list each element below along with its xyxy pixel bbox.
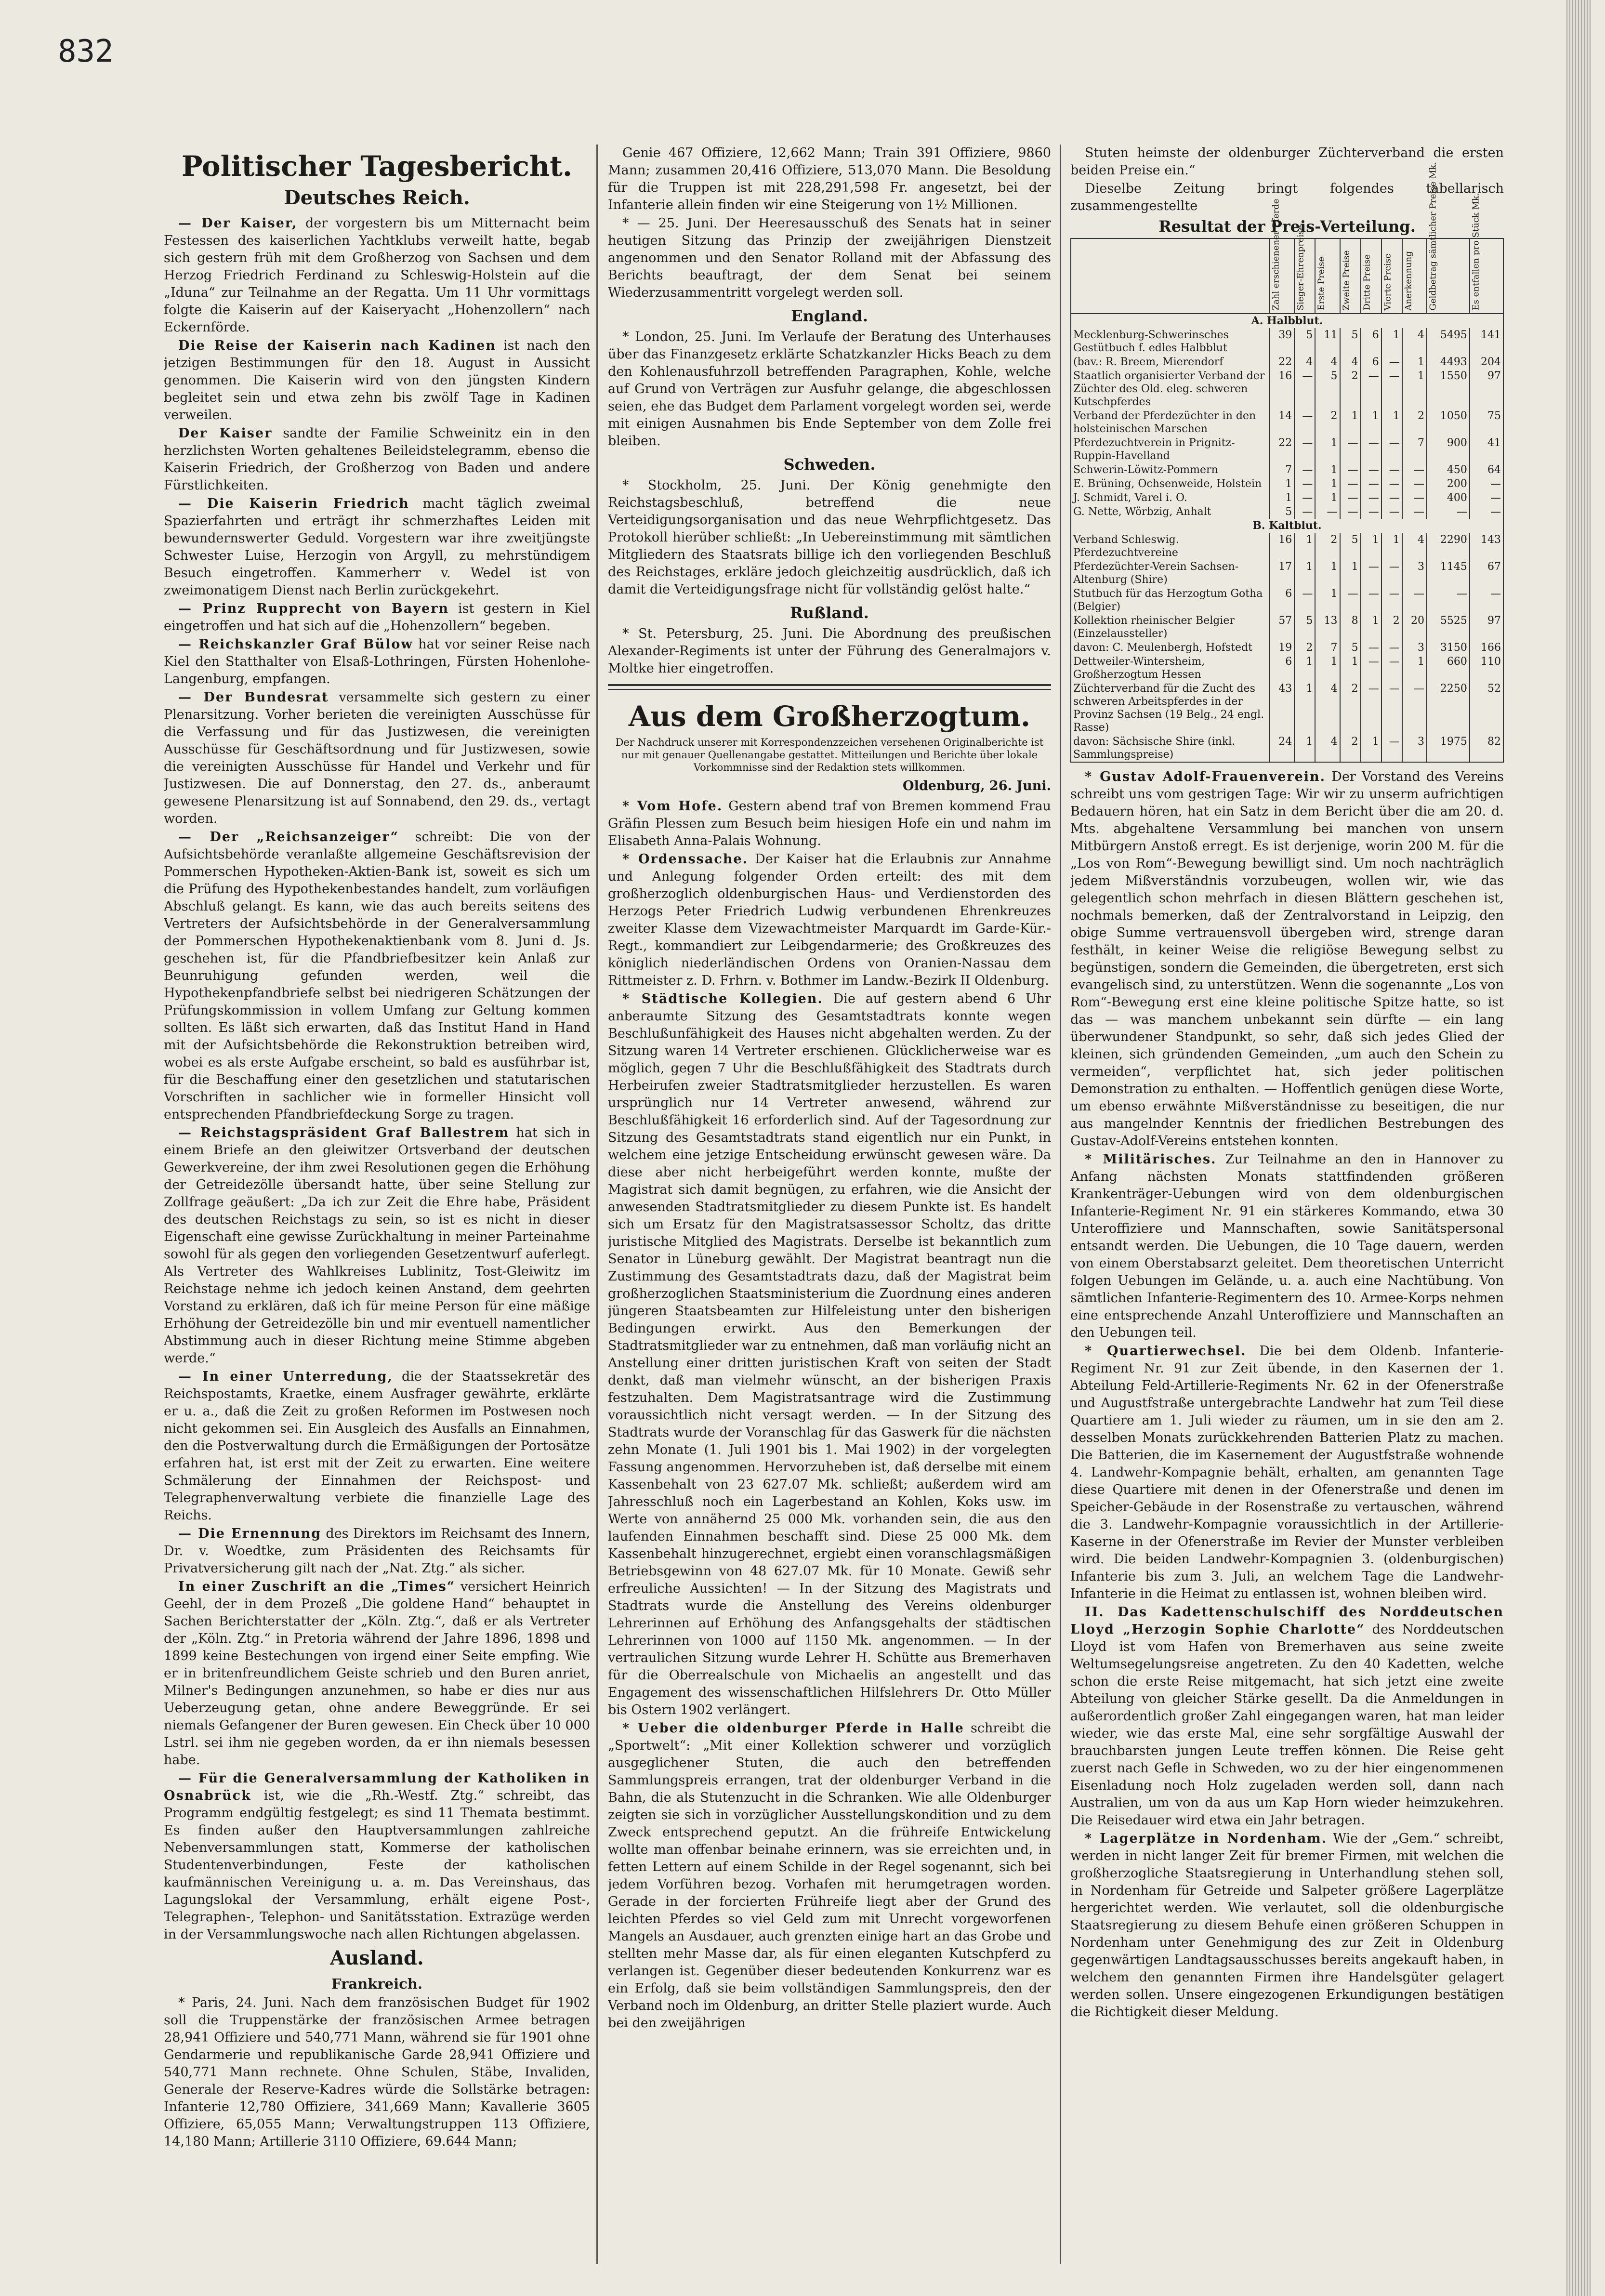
table-cell: 3 (1402, 560, 1427, 587)
table-cell: — (1402, 587, 1427, 614)
table-header-cell: Zahl erschienener Pferde (1270, 238, 1294, 314)
table-cell-name: Staatlich organisierter Verband der Züchter des Old. eleg. schweren Kutschpferdes (1071, 369, 1270, 409)
table-cell: 900 (1427, 436, 1470, 463)
table-cell: 1 (1340, 560, 1361, 587)
table-cell: 660 (1427, 655, 1470, 682)
table-cell: — (1361, 655, 1381, 682)
table-cell: — (1361, 369, 1381, 409)
article-paragraph (1070, 1151, 1504, 1342)
table-cell: 400 (1427, 491, 1470, 505)
table-cell-name: E. Brüning, Ochsenweide, Holstein (1071, 477, 1270, 491)
article-lead: — Reichstagspräsident Graf Ballestrem (178, 1125, 510, 1140)
table-cell: 1 (1315, 491, 1340, 505)
table-cell-name: Verband Schleswig. Pferdezuchtvereine (1071, 533, 1270, 560)
table-cell: 43 (1270, 682, 1294, 735)
table-row (1071, 409, 1503, 436)
article-lead: * Ordenssache. (622, 852, 749, 867)
table-cell: — (1381, 505, 1402, 519)
england-title: England. (791, 307, 868, 325)
table-cell: — (1340, 587, 1361, 614)
table-cell: 1 (1381, 533, 1402, 560)
article-text: des Norddeutschen Lloyd ist vom Hafen von Bremerhaven aus seine zweite Weltumsegelungsreise angetreten. Zu den 40 Kadetten, welche schon die erste Reise mitgemacht, hat sich jetzt eine zweite Abteilung von gleicher Stärke gesellt. Da die Anmeldungen in außerordentlich großer Zahl eingegangen waren, hat man leider wieder, wie das erste Mal, eine sehr sorgfältige Auswahl der brauchbarsten jungen Leute treffen können. Die Reise geht zuerst nach Gefle in Schweden, wo zu der hier eingenommenen Eisenladung noch Holz zugeladen werden soll, dann nach Australien, um von da aus um Kap Horn wieder heimzukehren. Die Reisedauer wird etwa ein Jahr betragen. (1070, 1622, 1504, 1828)
col1-articles (164, 215, 590, 1943)
article-paragraph (1070, 1343, 1504, 1603)
table-cell: 110 (1470, 655, 1503, 682)
article-paragraph (608, 798, 1051, 850)
table-cell: 4 (1340, 355, 1361, 369)
table-cell: — (1340, 436, 1361, 463)
table-row (1071, 735, 1503, 762)
table-cell: — (1470, 505, 1503, 519)
table-cell: 20 (1402, 614, 1427, 641)
table-cell: 4493 (1427, 355, 1470, 369)
table-cell: — (1381, 355, 1402, 369)
article-paragraph (164, 1770, 590, 1943)
article-lead: — Reichskanzler Graf Bülow (178, 637, 413, 652)
article-paragraph (164, 1578, 590, 1769)
table-cell: — (1340, 505, 1361, 519)
france-article-2: * — 25. Juni. Der Heeresausschuß des Senats hat in seiner heutigen Sitzung das Prinzip der zweijährigen Dienstzeit angenommen und den Senator Rolland mit der Abfassung des Berichts beauftragt, der dem Senat bei seinem Wiederzusammentritt vorgelegt werden soll. (608, 216, 1051, 300)
column-rule-1 (596, 145, 598, 2264)
table-cell: — (1294, 463, 1315, 477)
table-cell: — (1340, 491, 1361, 505)
table-cell: 4 (1315, 735, 1340, 762)
table-cell: 2 (1340, 735, 1361, 762)
table-cell: — (1361, 560, 1381, 587)
table-cell: 1 (1294, 682, 1315, 735)
article-paragraph (164, 495, 590, 599)
table-intro: Dieselbe Zeitung bringt folgendes tabellarisch zusammengestellte (1070, 181, 1504, 213)
article-lead: — Der Bundesrat (178, 690, 329, 705)
article-lead: — Prinz Rupprecht von Bayern (178, 601, 449, 616)
table-header-cell: Erste Preise (1315, 238, 1340, 314)
table-cell: 1 (1402, 369, 1427, 409)
table-cell: 2 (1402, 409, 1427, 436)
table-cell: — (1381, 682, 1402, 735)
table-cell: 2 (1294, 641, 1315, 655)
table-cell: — (1381, 477, 1402, 491)
article-lead: II. Das Kadettenschulschiff des Norddeutschen Lloyd „Herzogin Sophie Charlotte“ (1070, 1605, 1504, 1637)
table-cell: 6 (1270, 587, 1294, 614)
article-text: versichert Heinrich Geehl, der in dem Prozeß „Die goldene Hand“ behauptet in Sachen Berichterstatter der „Köln. Ztg.“, daß er als Vertreter der „Köln. Ztg.“ in Pretoria während der Jahre 1896, 1898 und 1899 keine Bestechungen von irgend einer Seite empfing. Wie er in britenfreundlichem Geiste schrieb und den Buren anriet, Milner's Bedingungen anzunehmen, so habe er dies nur aus Ueberzeugung getan, ohne andere Beweggründe. Er sei niemals Gefangener der Buren gewesen. Ein Check über 10 000 Lstrl. sei ihm nie gegeben worden, da er ihn niemals besessen habe. (164, 1579, 590, 1768)
article-lead: — Die Kaiserin Friedrich (178, 496, 409, 511)
article-paragraph (164, 689, 590, 828)
table-cell: 39 (1270, 328, 1294, 355)
table-cell: 166 (1470, 641, 1503, 655)
article-lead: * Gustav Adolf-Frauenverein. (1085, 769, 1326, 784)
table-cell: — (1315, 505, 1340, 519)
page-number: 832 (58, 34, 114, 69)
article-text: Die auf gestern abend 6 Uhr anberaumte Sitzung des Gesamtstadtrats konnte wegen Beschlußunfähigkeit des Hauses nicht abgehalten werden. Zu der Sitzung waren 14 Vertreter erschienen. Glücklicherweise war es möglich, gegen 7 Uhr die Beschlußfähigkeit des Stadtrats durch Herbeirufen zweier Stadtratsmitglieder herzustellen. Es waren ursprünglich nur 14 Vertreter anwesend, während zur Beschlußfähigkeit 16 erforderlich sind. Auf der Tagesordnung zur Sitzung des Gesamtstadtrats stand eigentlich nur ein Punkt, in welchem eine jetzige Entscheidung erwünscht gewesen wäre. Da diese aber nicht herbeigeführt werden konnte, mußte der Magistrat sich damit begnügen, zu erfahren, wie die Ansicht der anwesenden Stadtratsmitglieder zu diesem Punkte ist. Es handelt sich um Ersatz für den Magistratsassessor Scholtz, das dritte juristische Mitglied des Magistrats. Derselbe ist bekanntlich zum Senator in Lüneburg gewählt. Der Magistrat beantragt nun die Zustimmung des Gesamtstadtrats dazu, daß der Magistrat beim großherzoglichen Staatsministerium die Zuordnung eines anderen jüngeren Staatsbeamten zur Hilfeleistung unter den bisherigen Bedingungen erwirkt. Aus den Bemerkungen der Stadtratsmitglieder war zu entnehmen, daß man vorläufig nicht an Anstellung einer dritten juristischen Kraft von seiten der Stadt denkt, daß man vielmehr wünscht, an der bisherigen Praxis festzuhalten. Dem Magistratsantrage wird die Zustimmung voraussichtlich nicht versagt werden. — In der Sitzung des Stadtrats wurde der Voranschlag für das Gaswerk für die nächsten zehn Monate (1. Juli 1901 bis 1. Mai 1902) in der vorgelegten Fassung angenommen. Hervorzuheben ist, daß derselbe mit einem Kassenbehalt von 23 627.07 Mk. schließt; außerdem wird am Jahresschluß noch ein Lagerbestand an Kohlen, Koks usw. im Werte von annähernd 25 000 Mk. vorhanden sein, die aus den laufenden Einnahmen beschafft sind. Diese 25 000 Mk. dem Kassenbehalt hinzugerechnet, ergiebt einen voranschlagsmäßigen Betriebsgewinn von 48 627.07 Mk. für 10 Monate. Gewiß sehr erfreuliche Aussichten! — In der Sitzung des Magistrats und Stadtrats wurde die Anstellung des Vereins oldenburger Lehrerinnen auf Erhöhung des Anfangsgehalts der städtischen Lehrerinnen von 1000 auf 1150 Mk. angenommen. — In der vertraulichen Sitzung wurde Lehrer H. Schütte aus Bremerhaven für die Oberrealschule von Michaelis an angestellt und das Engagement des wissenschaftlichen Hilfslehrers Dr. Otto Müller bis Ostern 1902 verlängert. (608, 991, 1051, 1717)
table-cell-name: davon: Sächsische Shire (inkl. Sammlungspreise) (1071, 735, 1270, 762)
table-cell: 1 (1294, 735, 1315, 762)
table-row (1071, 505, 1503, 519)
france-article: * Paris, 24. Juni. Nach dem französischen Budget für 1902 soll die Truppenstärke der französischen Armee betragen 28,941 Offiziere und 540,771 Mann, während sie für 1901 ohne Gendarmerie und republikanische Garde 28,941 Offiziere und 540,771 Mann rechnete. Ohne Schulen, Stäbe, Invaliden, Generale der Reserve-Kadres würde die Sollstärke betragen: Infanterie 12,780 Offiziere, 341,669 Mann; Kavallerie 3605 Offiziere, 65,055 Mann; Verwaltungstruppen 113 Offiziere, 14,180 Mann; Artillerie 3110 Offiziere, 69.644 Mann; (164, 1995, 590, 2149)
table-row (1071, 533, 1503, 560)
article-text: Der Vorstand des Vereins schreibt uns vom gestrigen Tage: Wir wir zu unserm aufrichtigen Bedauern hören, hat ein Satz in dem Bericht über die am 20. d. Mts. abgehaltene Versammlung bei manchen von unsern Mitbürgern Anstoß erregt. Es ist derjenige, worin 200 M. für die „Los von Rom“-Bewegung bewilligt sind. Um noch nachträglich jedem Mißverständnis vorzubeugen, wollen wir, wie das gelegentlich schon mehrfach in diesen Blättern geschehen ist, nochmals bemerken, daß der Zentralvorstand in Leipzig, den obige Summe vertrauensvoll übergeben wird, strenge daran festhält, in keiner Weise die religiöse Bewegung selbst zu begünstigen, sondern die Gemeinden, die übergetreten, erst sich evangelisch sind, zu unterstützen. Wenn die sogenannte „Los von Rom“-Bewegung erst eine kleine politische Spitze hatte, so ist das — was manchem unbekannt sein dürfte — ein lang überwundener Standpunkt, so sehr, daß sich jedes Glied der kleinen, sich gründenden Gemeinden, „um auch den Schein zu vermeiden“, verpflichtet hat, sich jeder politischen Demonstration zu enthalten. — Hoffentlich genügen diese Worte, um ebenso erwähnte Mißverständnisse zu beseitigen, die nur aus mangelnder Kenntnis der friedlichen Bestrebungen des Gustav-Adolf-Vereins entstehen konnten. (1070, 769, 1504, 1148)
table-cell: — (1361, 463, 1381, 477)
table-cell: 7 (1402, 436, 1427, 463)
table-cell: 82 (1470, 735, 1503, 762)
table-cell: 1 (1315, 587, 1340, 614)
table-cell: 204 (1470, 355, 1503, 369)
article-lead: * Städtische Kollegien. (622, 991, 823, 1006)
table-cell: 17 (1270, 560, 1294, 587)
article-lead: Der Kaiser (178, 426, 273, 441)
table-cell: 5525 (1427, 614, 1470, 641)
article-text: macht täglich zweimal Spazierfahrten und erträgt ihr schmerzhaftes Leiden mit bewundernswerter Geduld. Vorgestern war ihre zweitjüngste Schwester Luise, Herzogin von Argyll, zu mehrstündigem Besuch eingetroffen. Kammerherr v. Wedel ist von zweimonatigem Dienst nach Berlin zurückgekehrt. (164, 496, 590, 598)
table-cell-name: Verband der Pferdezüchter in den holsteinischen Marschen (1071, 409, 1270, 436)
table-cell: — (1402, 682, 1427, 735)
table-cell: 141 (1470, 328, 1503, 355)
article-paragraph (164, 337, 590, 424)
table-cell: 5 (1294, 328, 1315, 355)
table-cell: — (1294, 369, 1315, 409)
table-cell-name: (bav.: R. Breem, Mierendorf (1071, 355, 1270, 369)
table-cell: 16 (1270, 533, 1294, 560)
table-cell: 1 (1270, 477, 1294, 491)
section-title: Politischer Tagesbericht. (181, 150, 573, 183)
table-row (1071, 641, 1503, 655)
article-text: ist gestern in Kiel eingetroffen und hat sich auf die „Hohenzollern“ begeben. (164, 601, 590, 633)
table-cell: — (1294, 477, 1315, 491)
table-cell: 143 (1470, 533, 1503, 560)
table-group-label: A. Halbblut. (1071, 314, 1503, 328)
article-lead: * Quartierwechsel. (1085, 1344, 1247, 1359)
article-lead: * Ueber die oldenburger Pferde in Halle (622, 1721, 964, 1736)
table-header-cell: Anerkennung (1402, 238, 1427, 314)
table-cell: 1 (1315, 477, 1340, 491)
table-cell: 5 (1340, 641, 1361, 655)
table-cell: 1 (1381, 409, 1402, 436)
table-cell-name: Pferdezüchter-Verein Sachsen-Altenburg (Shire) (1071, 560, 1270, 587)
table-cell: 67 (1470, 560, 1503, 587)
table-cell: — (1402, 477, 1427, 491)
col3-articles (1070, 768, 1504, 2021)
table-cell: 22 (1270, 436, 1294, 463)
france-title: Frankreich. (331, 1976, 422, 1992)
table-cell: — (1402, 463, 1427, 477)
article-lead: * Vom Hofe. (622, 799, 723, 814)
table-cell: 1 (1361, 614, 1381, 641)
table-header-cell: Es entfallen pro Stück Mk. (1470, 238, 1503, 314)
england-article: * London, 25. Juni. Im Verlaufe der Beratung des Unterhauses über das Finanzgesetz erklärte Schatzkanzler Hicks Beach zu dem den Kohlenausfuhrzoll betreffenden Paragraphen, Kohle, welche auf Grund von Verträgen zur Ausfuhr gelange, die abgeschlossen seien, ehe das Budget dem Parlament vorgelegt worden sei, werde mit einigen Ausnahmen bis Ende September von dem Zolle frei bleiben. (608, 330, 1051, 449)
article-text: Wie der „Gem.“ schreibt, werden in nicht langer Zeit für bremer Firmen, mit welchen die großherzogliche Staatsregierung in Unterhandlung stehen soll, in Nordenham für Getreide und Salpeter größere Lagerplätze hergerichtet werden. Wie verlautet, soll die oldenburgische Staatsregierung zu diesem Behufe einen größeren Schuppen in Nordenham unter Genehmigung des zur Zeit in Oldenburg gegenwärtigen Landtagsausschusses bereits angekauft haben, in welchem den genannten Firmen ihre Handelsgüter gelagert werden sollen. Unsere eingezogenen Erkundigungen bestätigen die Richtigkeit dieser Meldung. (1070, 1831, 1504, 2019)
table-cell: 14 (1270, 409, 1294, 436)
article-text: versammelte sich gestern zu einer Plenarsitzung. Vorher berieten die vereinigten Ausschüsse für die Verfassung und für das Justizwesen, die vereinigten Ausschüsse für Geschäftsordnung und für Justizwesen, sowie die vereinigten Ausschüsse für Handel und Verkehr und für Justizwesen. Die auf Donnerstag, den 27. ds., anberaumt gewesene Plenarsitzung ist auf Sonnabend, den 29. ds., vertagt worden. (164, 690, 590, 826)
table-row (1071, 463, 1503, 477)
table-header-cell: Zweite Preise (1340, 238, 1361, 314)
article-text: schreibt: Die von der Aufsichtsbehörde veranlaßte allgemeine Geschäftsrevision der Pommerschen Hypotheken-Aktien-Bank ist, soweit es sich um die Prüfung des Hypothekenbestandes handelt, zum vorläufigen Abschluß gelangt. Es kann, wie das auch bereits seitens des Vertreters der Aufsichtsbehörde in der Generalversammlung der Pommerschen Hypothekenaktienbank vom 8. Juni d. Js. geschehen ist, für die Pfandbriefbesitzer kein Anlaß zur Beunruhigung gefunden werden, weil die Hypothekenpfandbriefe selbst bei niedrigeren Schätzungen der Prüfungskommission in vollem Umfang zur Geltung kommen sollten. Es läßt sich erwarten, daß das Institut Hand in Hand mit der Aufsichtsbehörde die Rekonstruktion betreiben wird, wobei es als erste Aufgabe erscheint, so bald es ausführbar ist, für die Beschaffung einer den gesetzlichen und statutarischen Vorschriften in sachlicher wie in formeller Hinsicht voll entsprechenden Pfandbriefdeckung Sorge zu tragen. (164, 830, 590, 1122)
table-cell: 2 (1315, 409, 1340, 436)
table-cell: 2 (1381, 614, 1402, 641)
table-header-name (1071, 238, 1270, 314)
table-cell: 3 (1402, 735, 1427, 762)
table-cell: 1 (1315, 436, 1340, 463)
table-cell: 1 (1402, 355, 1427, 369)
article-text: sandte der Familie Schweinitz ein in den herzlichsten Worten gehaltenes Beileidstelegramm, ebenso die Kaiserin Friedrich, der Großherzog von Baden und andere Fürstlichkeiten. (164, 426, 590, 493)
table-row (1071, 587, 1503, 614)
column-1 (164, 140, 590, 2269)
article-text: ist, wie die „Rh.-Westf. Ztg.“ schreibt, das Programm endgültig festgelegt; es sind 11 Themata bestimmt. Es finden außer den Hauptversammlungen zahlreiche Nebenversammlungen statt, Kommerse der katholischen Studentenverbindungen, Feste der katholischen kaufmännischen Vereinigung u. a. m. Das Vereinshaus, das Lagungslokal der Versammlung, erhält eigene Post-, Telegraphen-, Telephon- und Sanitätsstation. Extrazüge werden in der Versammlungswoche nach allen Richtungen abgelassen. (164, 1788, 590, 1942)
table-cell-name: Kollektion rheinischer Belgier (Einzelaussteller) (1071, 614, 1270, 641)
table-cell: — (1427, 505, 1470, 519)
table-cell-name: Pferdezuchtverein in Prignitz-Ruppin-Havelland (1071, 436, 1270, 463)
table-cell: 7 (1270, 463, 1294, 477)
russia-title: Rußland. (790, 604, 869, 622)
article-text: Die bei dem Oldenb. Infanterie-Regiment Nr. 91 zur Zeit übende, in den Kasernen der 1. Abteilung Feld-Artillerie-Regiments Nr. 62 in der Ofenerstraße und Augustfstraße untergebrachte Landwehr hat zum Teil diese Quartiere am 1. Juli wieder zu räumen, um in sie den am 2. desselben Monats zurückkehrenden Batterien Platz zu machen. Die Batterien, die im Kasernement der Augustfstraße wohnende 4. Landwehr-Kompagnie behält, erhalten, am genannten Tage diese Quartiere mit denen in der Ofenerstraße und denen im Speicher-Gebäude in der Rosenstraße zu vertauschen, während die 3. Landwehr-Kompagnie voraussichtlich in der Artillerie-Kaserne in der Ofenerstraße im Revier der Munster verbleiben wird. Die beiden Landwehr-Kompagnien 3. (oldenburgischen) Infanterie bis zum 3. Juli, an welchem Tage die Landwehr-Infanterie in die Heimat zu entlassen ist, wohnen bleiben wird. (1070, 1344, 1504, 1601)
article-text: Der Kaiser hat die Erlaubnis zur Annahme und Anlegung folgender Orden erteilt: des mit dem großherzoglich oldenburgischen Haus- und Verdienstorden des Herzogs Peter Friedrich Ludwig verbundenen Ehrenkreuzes zweiter Klasse dem Vizewachtmeister Marquardt im Garde-Kür.-Regt., kommandiert zur Leibgendarmerie; des Großkreuzes des königlich niederländischen Ordens von Oranien-Nassau dem Rittmeister z. D. Frhrn. v. Bothmer im Landw.-Bezirk II Oldenburg. (608, 852, 1051, 988)
table-cell: 200 (1427, 477, 1470, 491)
table-row (1071, 491, 1503, 505)
table-cell: — (1294, 505, 1315, 519)
russia-article: * St. Petersburg, 25. Juni. Die Abordnung des preußischen Alexander-Regiments ist unter der Führung des Generalmajors v. Moltke hier eingetroffen. (608, 626, 1051, 676)
article-text: schreibt die „Sportwelt“: „Mit einer Kollektion schwerer und vorzüglich ausgeglichener Stuten, die auch den betreffenden Sammlungspreis errangen, trat der oldenburger Verband in die Bahn, die als Stutenzucht in die Schranken. Wie alle Oldenburger zeigten sie sich in vorzüglicher Ausstellungskondition und zu dem Zweck entsprechend geputzt. An die frühreife Entwickelung wollte man offenbar beinahe erinnern, was sie erreichten und, in fetten Lettern auf einem Schilde in der Regel sogenannt, sich bei jedem Vorführen bezog. Vorhafen mit herumgetragen worden. Gerade in der forcierten Frühreife liegt aber der Grund des leichten Pferdes so viel Geld zum mit Unrecht vorgeworfenen Mangels an Ausdauer, auch grenzten einige hart an das Grobe und stellten mehr Masse dar, als für einen eleganten Kutschpferd zu verlangen ist. Gegenüber dieser bedeutenden Konkurrenz war es ein Erfolg, daß sie beim vollständigen Sammlungspreis, den der Verband noch im Oldenburg, an dritter Stelle plaziert wurde. Auch bei den zweijährigen (608, 1721, 1051, 2031)
article-paragraph (608, 1720, 1051, 2032)
article-text: hat sich in einem Briefe an den gleiwitzer Ortsverband der deutschen Gewerkvereine, der ihm zwei Resolutionen gegen die Erhöhung der Getreidezölle übersandt hatte, über seine Stellung zur Zollfrage geäußert: „Da ich zur Zeit die Ehre habe, Präsident des deutschen Reichstags zu sein, so ist es nicht in dieser Eigenschaft eine gewisse Zurückhaltung in meiner Parteinahme sowohl für als gegen den vorliegenden Gesetzentwurf auferlegt. Als Vertreter des Wahlkreises Lublinitz, Tost-Gleiwitz im Reichstage nehme ich jedoch keinen Anstand, dem geehrten Vorstand zu erklären, daß ich für meine Person für eine mäßige Erhöhung der Getreidezölle bin und mir eventuell namentlicher Abstimmung auch in dieser Richtung meine Stimme abgeben werde.“ (164, 1125, 590, 1366)
table-cell: — (1381, 641, 1402, 655)
article-text: des Direktors im Reichsamt des Innern, Dr. v. Woedtke, zum Präsidenten des Reichsamts für Privatversicherung gilt nach der „Nat. Ztg.“ als sicher. (164, 1526, 590, 1576)
foreign-title: Ausland. (330, 1947, 424, 1969)
table-cell: — (1381, 560, 1402, 587)
article-paragraph (164, 1525, 590, 1577)
table-cell: 2250 (1427, 682, 1470, 735)
table-cell-name: J. Schmidt, Varel i. O. (1071, 491, 1270, 505)
table-cell: 4 (1315, 355, 1340, 369)
table-header-cell: Vierte Preise (1381, 238, 1402, 314)
table-cell: 5 (1270, 505, 1294, 519)
table-cell: — (1470, 587, 1503, 614)
table-cell: — (1381, 369, 1402, 409)
table-cell: 1 (1361, 735, 1381, 762)
table-cell-name: Dettweiler-Wintersheim, Großherzogtum Hessen (1071, 655, 1270, 682)
table-header-row (1071, 238, 1503, 314)
table-cell: 22 (1270, 355, 1294, 369)
article-text: hat vor seiner Reise nach Kiel den Statthalter von Elsaß-Lothringen, Fürsten Hohenlohe-Langenburg, empfangen. (164, 637, 590, 686)
table-cell: 8 (1340, 614, 1361, 641)
table-cell: 1 (1294, 533, 1315, 560)
table-cell: 1 (1315, 463, 1340, 477)
table-cell: — (1340, 463, 1361, 477)
table-header-cell: Dritte Preise (1361, 238, 1381, 314)
table-cell: 4 (1294, 355, 1315, 369)
table-cell: 6 (1361, 355, 1381, 369)
grand-duchy-title: Aus dem Großherzogtum. (628, 700, 1031, 733)
article-text: der vorgestern bis um Mitternacht beim Festessen des kaiserlichen Yachtklubs verweilt hatte, begab sich gestern früh mit dem Großherzog von Sachsen und dem Herzog Friedrich Ferdinand zu Schleswig-Holstein auf die „Iduna“ zur Teilnahme an der Regatta. Um 11 Uhr vormittags folgte die Kaiserin auf der Kaiseryacht „Hohenzollern“ nach Eckernförde. (164, 216, 590, 335)
table-cell-name: Mecklenburg-Schwerinsches Gestütbuch f. edles Halbblut (1071, 328, 1270, 355)
table-cell: 5 (1340, 533, 1361, 560)
subsection-title: Deutsches Reich. (284, 186, 470, 209)
article-paragraph (164, 636, 590, 688)
article-paragraph (164, 829, 590, 1123)
article-lead: * Lagerplätze in Nordenham. (1085, 1831, 1328, 1846)
article-text: Zur Teilnahme an den in Hannover zu Anfang nächsten Monats stattfindenden größeren Krankenträger-Uebungen wird von dem oldenburgischen Infanterie-Regiment Nr. 91 ein stärkeres Kommando, etwa 30 Unteroffiziere und Mannschaften, sowie Sanitätspersonal entsandt werden. Die Uebungen, die 10 Tage dauern, werden von einem Oberstabsarzt geleitet. Dem theoretischen Unterricht folgen Uebungen im Gelände, u. a. auch eine Nachtübung. Von sämtlichen Infanterie-Regimentern des 10. Armee-Korps nehmen eine entsprechende Anzahl Unteroffiziere und Mannschaften an den Uebungen teil. (1070, 1152, 1504, 1340)
table-header-cell: Geldbetrag sämtlicher Preise Mk. (1427, 238, 1470, 314)
table-cell: 2 (1315, 533, 1340, 560)
table-cell: — (1361, 505, 1381, 519)
table-cell: — (1361, 641, 1381, 655)
table-cell: 1050 (1427, 409, 1470, 436)
table-row (1071, 328, 1503, 355)
table-cell: — (1381, 587, 1402, 614)
table-cell: 5 (1340, 328, 1361, 355)
table-cell: 5495 (1427, 328, 1470, 355)
article-paragraph (608, 990, 1051, 1719)
table-cell: 1 (1381, 328, 1402, 355)
table-cell: 1 (1340, 655, 1361, 682)
table-cell: — (1470, 477, 1503, 491)
table-cell: 3150 (1427, 641, 1470, 655)
dateline: Oldenburg, 26. Juni. (903, 779, 1051, 793)
table-cell: — (1402, 505, 1427, 519)
table-row (1071, 436, 1503, 463)
article-paragraph (1070, 1604, 1504, 1829)
table-cell: 1 (1294, 560, 1315, 587)
table-cell: — (1294, 409, 1315, 436)
page-edge-shadow (1566, 0, 1591, 2296)
table-cell: — (1361, 436, 1381, 463)
table-cell: 6 (1361, 328, 1381, 355)
table-cell: — (1381, 491, 1402, 505)
table-cell: 1145 (1427, 560, 1470, 587)
table-cell: — (1340, 477, 1361, 491)
article-lead: — In einer Unterredung, (178, 1369, 393, 1384)
article-lead: — Der „Reichsanzeiger“ (178, 830, 399, 845)
table-group-row (1071, 314, 1503, 328)
table-row (1071, 655, 1503, 682)
table-group-row (1071, 519, 1503, 533)
article-lead: — Die Ernennung (178, 1526, 322, 1541)
table-cell: 1 (1315, 560, 1340, 587)
table-cell: 6 (1270, 655, 1294, 682)
table-cell: 52 (1470, 682, 1503, 735)
table-cell: 41 (1470, 436, 1503, 463)
table-cell: 4 (1402, 533, 1427, 560)
article-paragraph (164, 425, 590, 494)
table-row (1071, 355, 1503, 369)
table-cell: 24 (1270, 735, 1294, 762)
sweden-title: Schweden. (783, 455, 876, 474)
table-row (1071, 614, 1503, 641)
table-cell: — (1381, 735, 1402, 762)
table-cell: 1 (1361, 533, 1381, 560)
table-cell: 1 (1340, 409, 1361, 436)
table-cell: — (1361, 491, 1381, 505)
table-row (1071, 477, 1503, 491)
column-2 (608, 145, 1051, 2274)
table-cell: 1 (1270, 491, 1294, 505)
table-cell-name: Schwerin-Löwitz-Pommern (1071, 463, 1270, 477)
article-paragraph (164, 1124, 590, 1367)
table-cell: 19 (1270, 641, 1294, 655)
table-cell: 1 (1315, 655, 1340, 682)
table-cell: — (1294, 491, 1315, 505)
article-paragraph (164, 215, 590, 336)
table-cell: — (1402, 491, 1427, 505)
article-paragraph (164, 600, 590, 635)
article-paragraph (1070, 1830, 1504, 2021)
table-cell: — (1361, 587, 1381, 614)
table-cell-name: davon: C. Meulenbergh, Hofstedt (1071, 641, 1270, 655)
table-cell: — (1294, 436, 1315, 463)
article-lead: — Der Kaiser, (178, 216, 298, 231)
table-cell: 64 (1470, 463, 1503, 477)
article-text: Gestern abend traf von Bremen kommend Frau Gräfin Plessen zum Besuch beim hiesigen Hofe ein und nahm im Elisabeth Anna-Palais Wohnung. (608, 799, 1051, 848)
article-text: die der Staatssekretär des Reichspostamts, Kraetke, einem Ausfrager gewährte, erklärte er u. a., daß die Zeit zu großen Reformen im Postwesen noch nicht gekommen sei. Ein Ausgleich des Ausfalls an Einnahmen, den die Postverwaltung durch die Ermäßigungen der Portosätze erfahren hat, ist erst mit der Zeit zu erwarten. Eine weitere Schmälerung der Einnahmen der Reichspost- und Telegraphenverwaltung verbiete die finanzielle Lage des Reichs. (164, 1369, 590, 1523)
section-divider (608, 684, 1051, 690)
article-lead: — Für die Generalversammlung der Katholiken in Osnabrück (164, 1771, 590, 1803)
table-cell: — (1361, 682, 1381, 735)
table-cell: 5 (1315, 369, 1340, 409)
table-cell: 57 (1270, 614, 1294, 641)
table-cell: 2290 (1427, 533, 1470, 560)
table-cell: 97 (1470, 614, 1503, 641)
article-lead: Die Reise der Kaiserin nach Kadinen (178, 338, 496, 353)
table-cell: 1 (1361, 409, 1381, 436)
table-cell: 13 (1315, 614, 1340, 641)
table-cell: 2 (1340, 682, 1361, 735)
table-cell: 1 (1402, 655, 1427, 682)
table-cell: 2 (1340, 369, 1361, 409)
table-cell-name: Züchterverband für die Zucht des schweren Arbeitspferdes in der Provinz Sachsen (19 Belg., 24 engl. Rasse) (1071, 682, 1270, 735)
reprint-note: Der Nachdruck unserer mit Korrespondenzzeichen versehenen Originalberichte ist nur mit genauer Quellenangabe gestattet. Mitteilungen und Berichte über lokale Vorkommnisse sind der Redaktion stets willkommen. (615, 737, 1044, 773)
table-cell: 5 (1294, 614, 1315, 641)
table-cell: 11 (1315, 328, 1340, 355)
table-cell: 1975 (1427, 735, 1470, 762)
article-lead: * Militärisches. (1085, 1152, 1217, 1167)
table-title: Resultat der Preis-Verteilung. (1158, 217, 1416, 236)
table-cell-name: Stutbuch für das Herzogtum Gotha (Belgier) (1071, 587, 1270, 614)
table-cell: 16 (1270, 369, 1294, 409)
article-paragraph (1070, 768, 1504, 1150)
table-body (1071, 314, 1503, 762)
table-cell: — (1381, 463, 1402, 477)
col2-articles (608, 798, 1051, 2032)
table-cell: — (1381, 436, 1402, 463)
table-group-label: B. Kaltblut. (1071, 519, 1503, 533)
table-cell: 450 (1427, 463, 1470, 477)
table-cell: 4 (1402, 328, 1427, 355)
table-header-cell: Sieger-Ehrenpreise (1294, 238, 1315, 314)
france-continuation: Genie 467 Offiziere, 12,662 Mann; Train 391 Offiziere, 9860 Mann; zusammen 20,416 Offiziere, 513,070 Mann. Die Besoldung für die Truppen ist mit 228,291,598 Fr. angesetzt, bei der Infanterie allein finden wir eine Steigerung von 1½ Millionen. (608, 145, 1051, 212)
article-lead: In einer Zuschrift an die „Times“ (178, 1579, 456, 1594)
table-cell: 1 (1294, 655, 1315, 682)
table-cell: 75 (1470, 409, 1503, 436)
article-text: ist nach den jetzigen Bestimmungen für den 18. August in Aussicht genommen. Die Kaiserin wird von den jüngsten Kindern begleitet sein und etwa zehn bis zwölf Tage in Kadinen verweilen. (164, 338, 590, 422)
table-cell: 1550 (1427, 369, 1470, 409)
article-paragraph (608, 851, 1051, 990)
table-cell: — (1294, 587, 1315, 614)
table-cell-name: G. Nette, Wörbzig, Anhalt (1071, 505, 1270, 519)
table-cell: — (1470, 491, 1503, 505)
column-3 (1070, 145, 1504, 2274)
table-cell: — (1361, 477, 1381, 491)
table-cell: — (1381, 655, 1402, 682)
table-cell: 3 (1402, 641, 1427, 655)
table-row (1071, 682, 1503, 735)
sweden-article: * Stockholm, 25. Juni. Der König genehmigte den Reichstagsbeschluß, betreffend die neue Verteidigungsorganisation und das neue Wehrpflichtgesetz. Das Protokoll hierüber schließt: „In Uebereinstimmung mit sämtlichen Mitgliedern des Staatsrats billige ich den vorliegenden Beschluß des Reichstages, erkläre jedoch gleichzeitig ausdrücklich, daß ich damit die Verteidigungsfrage nicht für vollständig gelöst halte.“ (608, 478, 1051, 597)
table-cell: 4 (1315, 682, 1340, 735)
article-paragraph (164, 1368, 590, 1524)
table-cell: 7 (1315, 641, 1340, 655)
column-rule-2 (1060, 145, 1061, 2264)
table-cell: — (1427, 587, 1470, 614)
table-row (1071, 560, 1503, 587)
horse-article-continuation: Stuten heimste der oldenburger Züchterverband die ersten beiden Preise ein.“ (1070, 145, 1504, 178)
table-cell: 97 (1470, 369, 1503, 409)
table-row (1071, 369, 1503, 409)
